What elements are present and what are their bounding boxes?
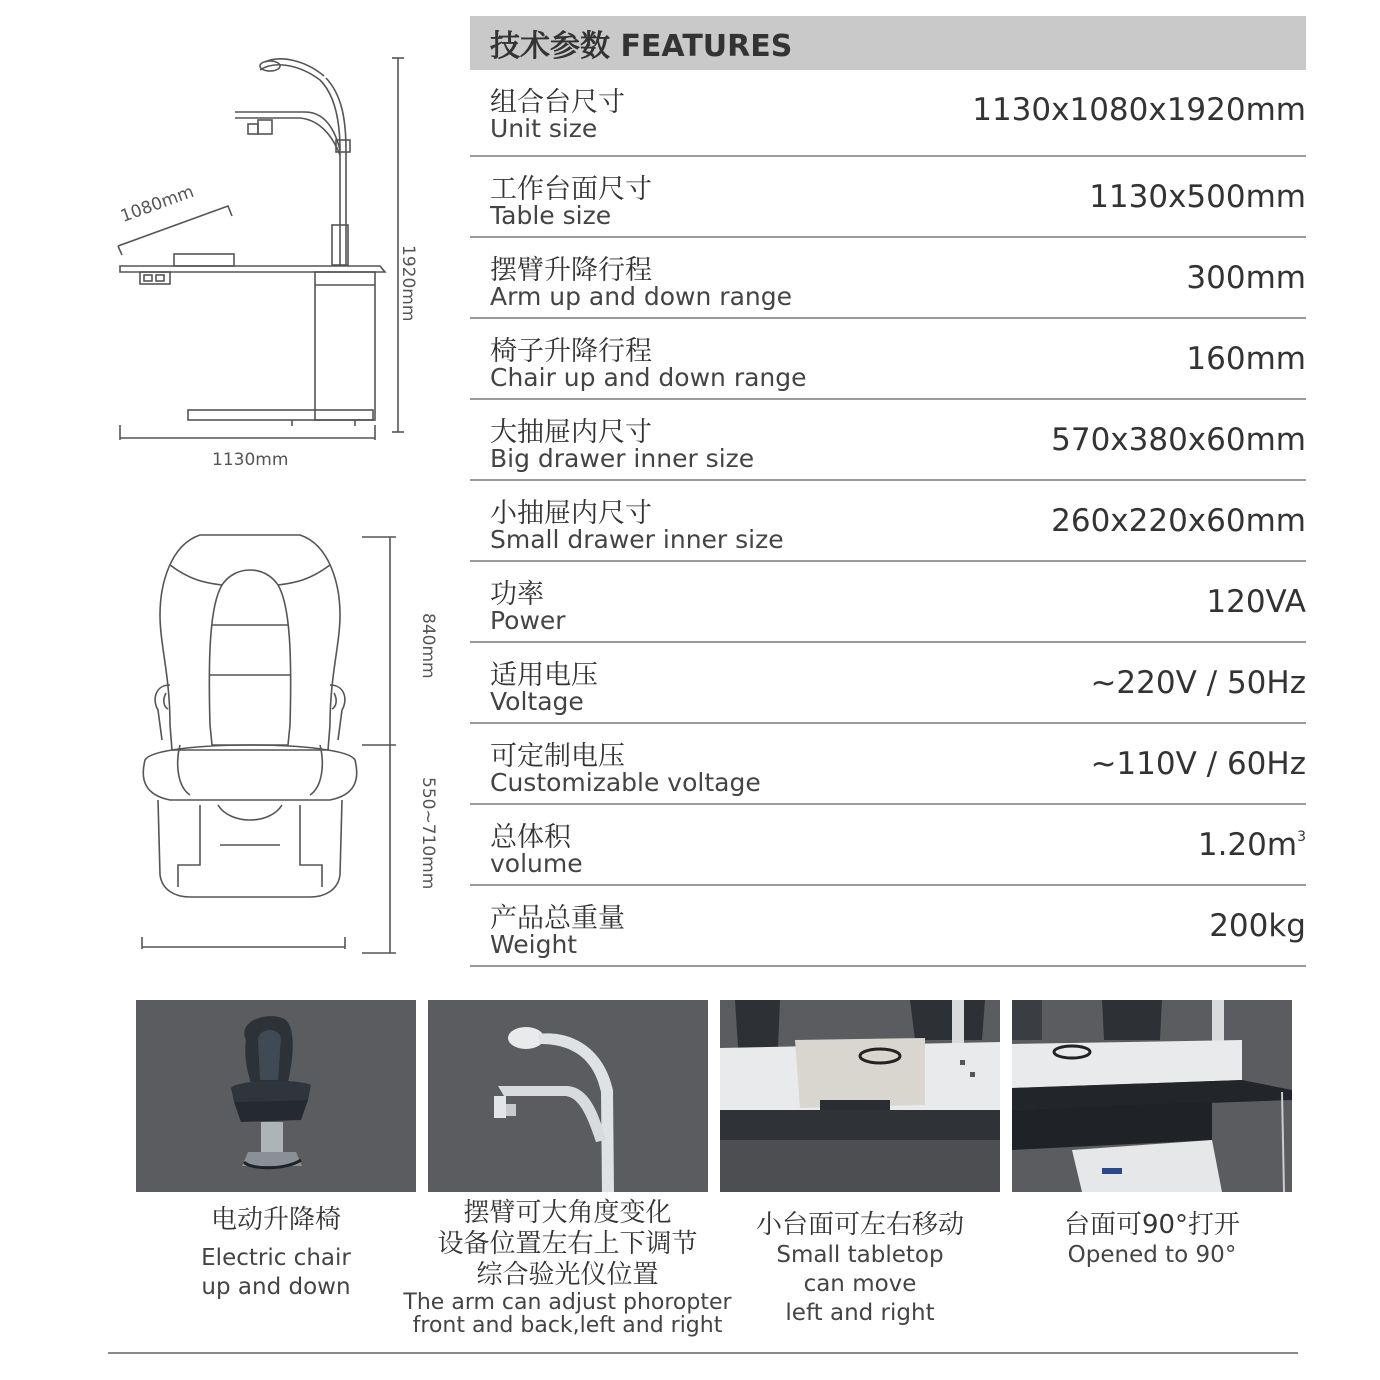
spec-row-chair-range	[470, 319, 1306, 400]
spec-row-unit-size	[470, 70, 1306, 157]
spec-row-voltage	[470, 643, 1306, 724]
spec-value: 1130x500mm	[1089, 179, 1306, 215]
spec-label-en: Voltage	[490, 687, 584, 716]
bottom-divider	[108, 1352, 1298, 1354]
caption-en-line: Small tabletop	[776, 1242, 944, 1268]
depth-dimension-label: 1080mm	[118, 181, 197, 227]
spec-row-custom-voltage	[470, 724, 1306, 805]
caption-cn-line: 设备位置左右上下调节	[437, 1229, 698, 1259]
chair-drawing	[100, 525, 460, 965]
caption-small-tabletop	[720, 1210, 1000, 1328]
spec-value: 300mm	[1186, 260, 1306, 296]
caption-tabletop-open	[1012, 1210, 1292, 1270]
spec-row-arm-range	[470, 238, 1306, 319]
spec-label-en: Big drawer inner size	[490, 444, 755, 473]
spec-label-cn: 总体积	[490, 822, 571, 853]
spec-label-cn: 产品总重量	[490, 903, 625, 934]
caption-en-line: The arm can adjust phoropter	[403, 1290, 732, 1315]
width-dimension-label: 1130mm	[212, 450, 289, 470]
spec-value: 120VA	[1206, 584, 1306, 620]
spec-label-cn: 可定制电压	[490, 741, 625, 772]
spec-label-en: Chair up and down range	[490, 363, 807, 392]
spec-label-cn: 功率	[490, 579, 544, 610]
spec-label-cn: 椅子升降行程	[490, 336, 652, 367]
caption-en-line: up and down	[201, 1274, 351, 1300]
spec-label-cn: 摆臂升降行程	[490, 255, 652, 286]
spec-value	[1198, 827, 1306, 863]
chair-photo-illustration	[136, 1000, 416, 1192]
chair-back-height-label: 840mm	[418, 613, 438, 679]
chair-seat-height-label: 550~710mm	[418, 777, 438, 890]
arm-photo-illustration	[428, 1000, 708, 1192]
caption-cn-line: 台面可90°打开	[1063, 1210, 1241, 1240]
caption-en-line: Opened to 90°	[1067, 1242, 1237, 1268]
spec-label-cn: 工作台面尺寸	[490, 174, 652, 205]
caption-en-line: Electric chair	[201, 1245, 351, 1271]
caption-en-line: left and right	[785, 1300, 935, 1326]
spec-label-en: volume	[490, 849, 583, 878]
chair-line-art	[100, 525, 460, 965]
photo-electric-chair	[136, 1000, 416, 1192]
spec-row-table-size	[470, 157, 1306, 238]
spec-row-volume	[470, 805, 1306, 886]
spec-value: 1130x1080x1920mm	[972, 92, 1306, 128]
spec-label-en: Small drawer inner size	[490, 525, 784, 554]
caption-cn-line: 综合验光仪位置	[476, 1260, 659, 1290]
spec-label-en: Table size	[490, 201, 612, 230]
spec-row-weight	[470, 886, 1306, 967]
height-dimension-label: 1920mm	[398, 245, 418, 322]
spec-value: 160mm	[1186, 341, 1306, 377]
caption-en-line: front and back,left and right	[412, 1313, 723, 1338]
spec-label-en: Weight	[490, 930, 578, 959]
photo-small-tabletop	[720, 1000, 1000, 1192]
photo-adjustable-arm	[428, 1000, 708, 1192]
spec-row-big-drawer	[470, 400, 1306, 481]
spec-label-cn: 小抽屉内尺寸	[490, 498, 652, 529]
spec-value-number: 1.20m	[1197, 827, 1298, 863]
spec-value: ~220V / 50Hz	[1090, 665, 1306, 701]
spec-value: 570x380x60mm	[1051, 422, 1306, 458]
unit-drawing	[100, 40, 460, 480]
spec-label-en: Unit size	[490, 114, 598, 143]
spec-value: 260x220x60mm	[1051, 503, 1306, 539]
spec-label-cn: 组合台尺寸	[490, 87, 625, 118]
spec-label-cn: 大抽屉内尺寸	[490, 417, 652, 448]
photo-tabletop-open	[1012, 1000, 1292, 1192]
spec-value: 200kg	[1209, 908, 1306, 944]
caption-en-line: can move	[803, 1271, 917, 1297]
spec-row-small-drawer	[470, 481, 1306, 562]
spec-label-en: Arm up and down range	[490, 282, 792, 311]
caption-adjustable-arm	[380, 1198, 755, 1337]
open-tabletop-photo-illustration	[1012, 1000, 1292, 1192]
caption-cn-line: 小台面可左右移动	[755, 1210, 964, 1240]
caption-electric-chair	[136, 1205, 416, 1302]
features-table	[470, 16, 1306, 967]
spec-row-power	[470, 562, 1306, 643]
spec-value-superscript: 3	[1297, 829, 1306, 845]
caption-cn-line: 电动升降椅	[210, 1205, 341, 1235]
spec-label-en: Customizable voltage	[490, 768, 761, 797]
features-title: 技术参数 FEATURES	[470, 16, 1306, 70]
spec-label-en: Power	[490, 606, 566, 635]
spec-value: ~110V / 60Hz	[1090, 746, 1306, 782]
tabletop-photo-illustration	[720, 1000, 1000, 1192]
spec-label-cn: 适用电压	[490, 660, 598, 691]
caption-cn-line: 摆臂可大角度变化	[463, 1198, 672, 1228]
